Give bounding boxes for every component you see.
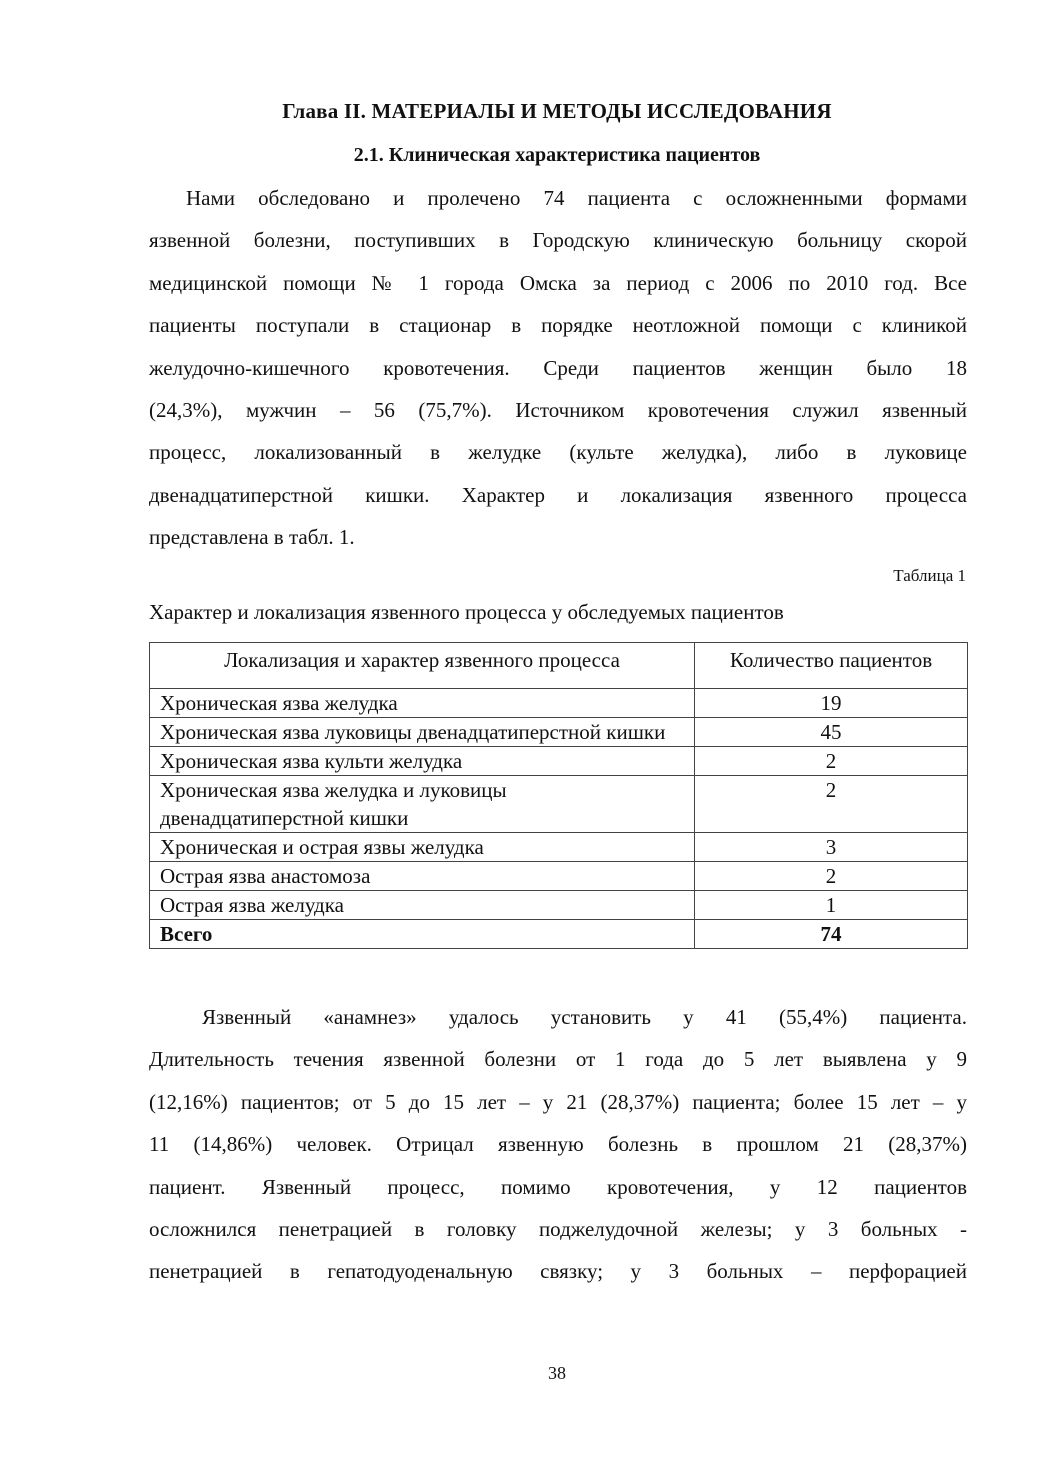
table-caption: Характер и локализация язвенного процесса у обследуемых пациентов bbox=[149, 600, 784, 624]
table-cell-count: 1 bbox=[695, 891, 968, 920]
table-cell-count: 3 bbox=[695, 833, 968, 862]
table-cell-label: Хроническая язва желудка bbox=[150, 689, 695, 718]
table-row bbox=[150, 862, 968, 891]
paragraph-line: осложнился пенетрацией в головку поджелудочной железы; у 3 больных - bbox=[149, 1217, 967, 1242]
table-number-label: Таблица 1 bbox=[893, 566, 966, 585]
paragraph-line: желудочно-кишечного кровотечения. Среди пациентов женщин было 18 bbox=[149, 355, 967, 380]
table-row bbox=[150, 747, 968, 776]
paragraph-line: пенетрацией в гепатодуоденальную связку; у 3 больных – перфорацией bbox=[149, 1259, 967, 1284]
table-row bbox=[150, 689, 968, 718]
table-header-cell: Количество пациентов bbox=[695, 643, 968, 689]
table-cell-count: 2 bbox=[695, 747, 968, 776]
table-row bbox=[150, 833, 968, 862]
paragraph-line: Нами обследовано и пролечено 74 пациента с осложненными формами bbox=[186, 186, 967, 210]
table-total-row bbox=[150, 920, 968, 949]
paragraph-line: язвенной болезни, поступивших в Городскую клиническую больницу скорой bbox=[149, 228, 967, 253]
table-total-label: Всего bbox=[150, 920, 695, 949]
paragraph-line: (12,16%) пациентов; от 5 до 15 лет – у 21 (28,37%) пациента; более 15 лет – у bbox=[149, 1089, 967, 1114]
table-cell-label: Хроническая язва желудка и луковицы двенадцатиперстной кишки bbox=[150, 776, 695, 833]
table-cell-label: Хроническая язва луковицы двенадцатиперстной кишки bbox=[150, 718, 695, 747]
table-cell-label: Хроническая язва культи желудка bbox=[150, 747, 695, 776]
paragraph-line: пациент. Язвенный процесс, помимо кровотечения, у 12 пациентов bbox=[149, 1174, 967, 1199]
paragraph-line: пациенты поступали в стационар в порядке неотложной помощи с клиникой bbox=[149, 313, 967, 338]
table-row bbox=[150, 776, 968, 833]
table-cell-count: 45 bbox=[695, 718, 968, 747]
paragraph-line: Язвенный «анамнез» удалось установить у 41 (55,4%) пациента. bbox=[202, 1005, 967, 1029]
table-cell-label: Острая язва анастомоза bbox=[150, 862, 695, 891]
table-cell-label: Хроническая и острая язвы желудка bbox=[150, 833, 695, 862]
table-row bbox=[150, 891, 968, 920]
table-row bbox=[150, 718, 968, 747]
paragraph-line: (24,3%), мужчин – 56 (75,7%). Источником кровотечения служил язвенный bbox=[149, 398, 967, 423]
paragraph-1 bbox=[149, 177, 967, 559]
paragraph-line: 11 (14,86%) человек. Отрицал язвенную болезнь в прошлом 21 (28,37%) bbox=[149, 1132, 967, 1157]
paragraph-line: двенадцатиперстной кишки. Характер и локализация язвенного процесса bbox=[149, 482, 967, 507]
chapter-title: Глава II. МАТЕРИАЛЫ И МЕТОДЫ ИССЛЕДОВАНИЯ bbox=[282, 99, 832, 123]
table-total-count: 74 bbox=[695, 920, 968, 949]
table-cell-count: 2 bbox=[695, 776, 968, 833]
data-table bbox=[149, 642, 968, 949]
paragraph-line: Длительность течения язвенной болезни от 1 года до 5 лет выявлена у 9 bbox=[149, 1047, 967, 1072]
paragraph-line: процесс, локализованный в желудке (культе желудка), либо в луковице bbox=[149, 440, 967, 465]
table-cell-label: Острая язва желудка bbox=[150, 891, 695, 920]
paragraph-2 bbox=[149, 996, 967, 1293]
page-number: 38 bbox=[548, 1363, 566, 1383]
table-cell-count: 19 bbox=[695, 689, 968, 718]
table-header-row bbox=[150, 643, 968, 689]
table-cell-count: 2 bbox=[695, 862, 968, 891]
paragraph-line: представлена в табл. 1. bbox=[149, 525, 355, 550]
section-title: 2.1. Клиническая характеристика пациентов bbox=[353, 144, 761, 166]
paragraph-line: медицинской помощи № 1 города Омска за период с 2006 по 2010 год. Все bbox=[149, 270, 967, 295]
table-header-cell: Локализация и характер язвенного процесса bbox=[150, 643, 695, 689]
